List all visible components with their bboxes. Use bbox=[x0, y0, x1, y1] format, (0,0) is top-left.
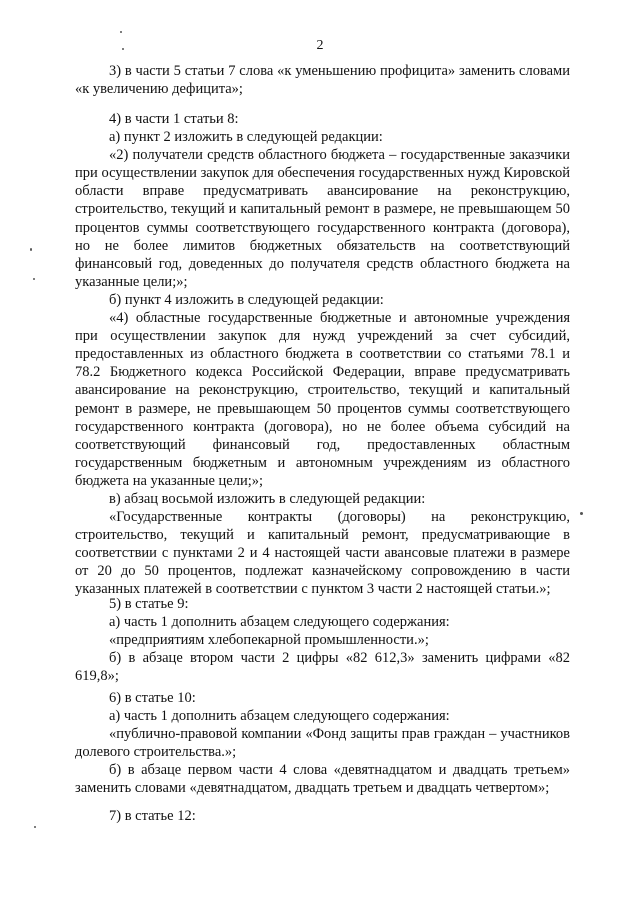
paragraph: «предприятиям хлебопекарной промышленности.»; bbox=[109, 632, 429, 649]
text-block-item-4 bbox=[75, 110, 570, 599]
page-number: 2 bbox=[316, 38, 324, 53]
scan-speck bbox=[33, 278, 35, 280]
paragraph: «4) областные государственные бюджетные и автономные учреждения при осуществлении закупок для нужд учреждений за счет субсидий, предоставленных из областного бюджета в соответствии со статьями 78.1 и 78.2 Бюджетного кодекса Российской Федерации, вправе предусматривать авансирование на реконструкцию, строительство, текущий и капитальный ремонт в размере, не превышающем 50 процентов суммы соответствующего государственного контракта (договора), но не более объема субсидий на соответствующий финансовый год, предоставленных областным государственным бюджетным и автономным учреждениям из областного бюджета на указанные цели;»; bbox=[75, 310, 570, 489]
paragraph: «Государственные контракты (договоры) на реконструкцию, строительство, текущий и капитальный ремонт, предусматривающие в соответствии с пунктами 2 и 4 настоящей части авансовые платежи в размере от 20 до 50 процентов, подлежат казначейскому сопровождению в части указанных платежей в соответствии с пунктом 3 части 2 настоящей статьи.»; bbox=[75, 509, 570, 598]
paragraph: б) пункт 4 изложить в следующей редакции: bbox=[109, 291, 384, 308]
paragraph: «2) получатели средств областного бюджета – государственные заказчики при осуществлении закупок для обеспечения государственных нужд Кировской области вправе предусматривать авансирование на реконструкцию, строительство, текущий и капитальный ремонт в размере, не превышающем 50 процентов суммы соответствующего государственного контракта (договора), но не более лимитов бюджетных обязательств на соответствующий финансовый год, доведенных до получателя средств областного бюджета на указанные цели;»; bbox=[75, 147, 570, 290]
scan-speck bbox=[34, 826, 36, 828]
paragraph: 5) в статье 9: bbox=[109, 596, 189, 612]
paragraph: 4) в части 1 статьи 8: bbox=[109, 111, 239, 127]
paragraph: а) часть 1 дополнить абзацем следующего содержания: bbox=[109, 614, 450, 631]
paragraph: а) часть 1 дополнить абзацем следующего содержания: bbox=[109, 708, 450, 725]
paragraph: «публично-правовой компании «Фонд защиты прав граждан – участников долевого строительства.»; bbox=[75, 726, 570, 761]
paragraph: б) в абзаце втором части 2 цифры «82 612,3» заменить цифрами «82 619,8»; bbox=[75, 650, 570, 685]
text-block-item-7 bbox=[75, 807, 570, 825]
paragraph: 3) в части 5 статьи 7 слова «к уменьшению профицита» заменить словами «к увеличению дефицита»; bbox=[75, 63, 570, 98]
paragraph: а) пункт 2 изложить в следующей редакции: bbox=[109, 129, 383, 146]
paragraph: 7) в статье 12: bbox=[109, 808, 196, 824]
text-block-item-3 bbox=[75, 62, 570, 98]
scan-speck bbox=[30, 248, 32, 251]
scan-speck bbox=[580, 512, 583, 515]
scan-speck bbox=[120, 31, 122, 33]
text-block-item-6 bbox=[75, 689, 570, 798]
paragraph: 6) в статье 10: bbox=[109, 690, 196, 706]
paragraph: в) абзац восьмой изложить в следующей редакции: bbox=[109, 490, 426, 507]
paragraph: б) в абзаце первом части 4 слова «девятнадцатом и двадцать третьем» заменить словами «девятнадцатом, двадцать третьем и двадцать четвертом»; bbox=[75, 762, 570, 797]
text-block-item-5 bbox=[75, 595, 570, 685]
